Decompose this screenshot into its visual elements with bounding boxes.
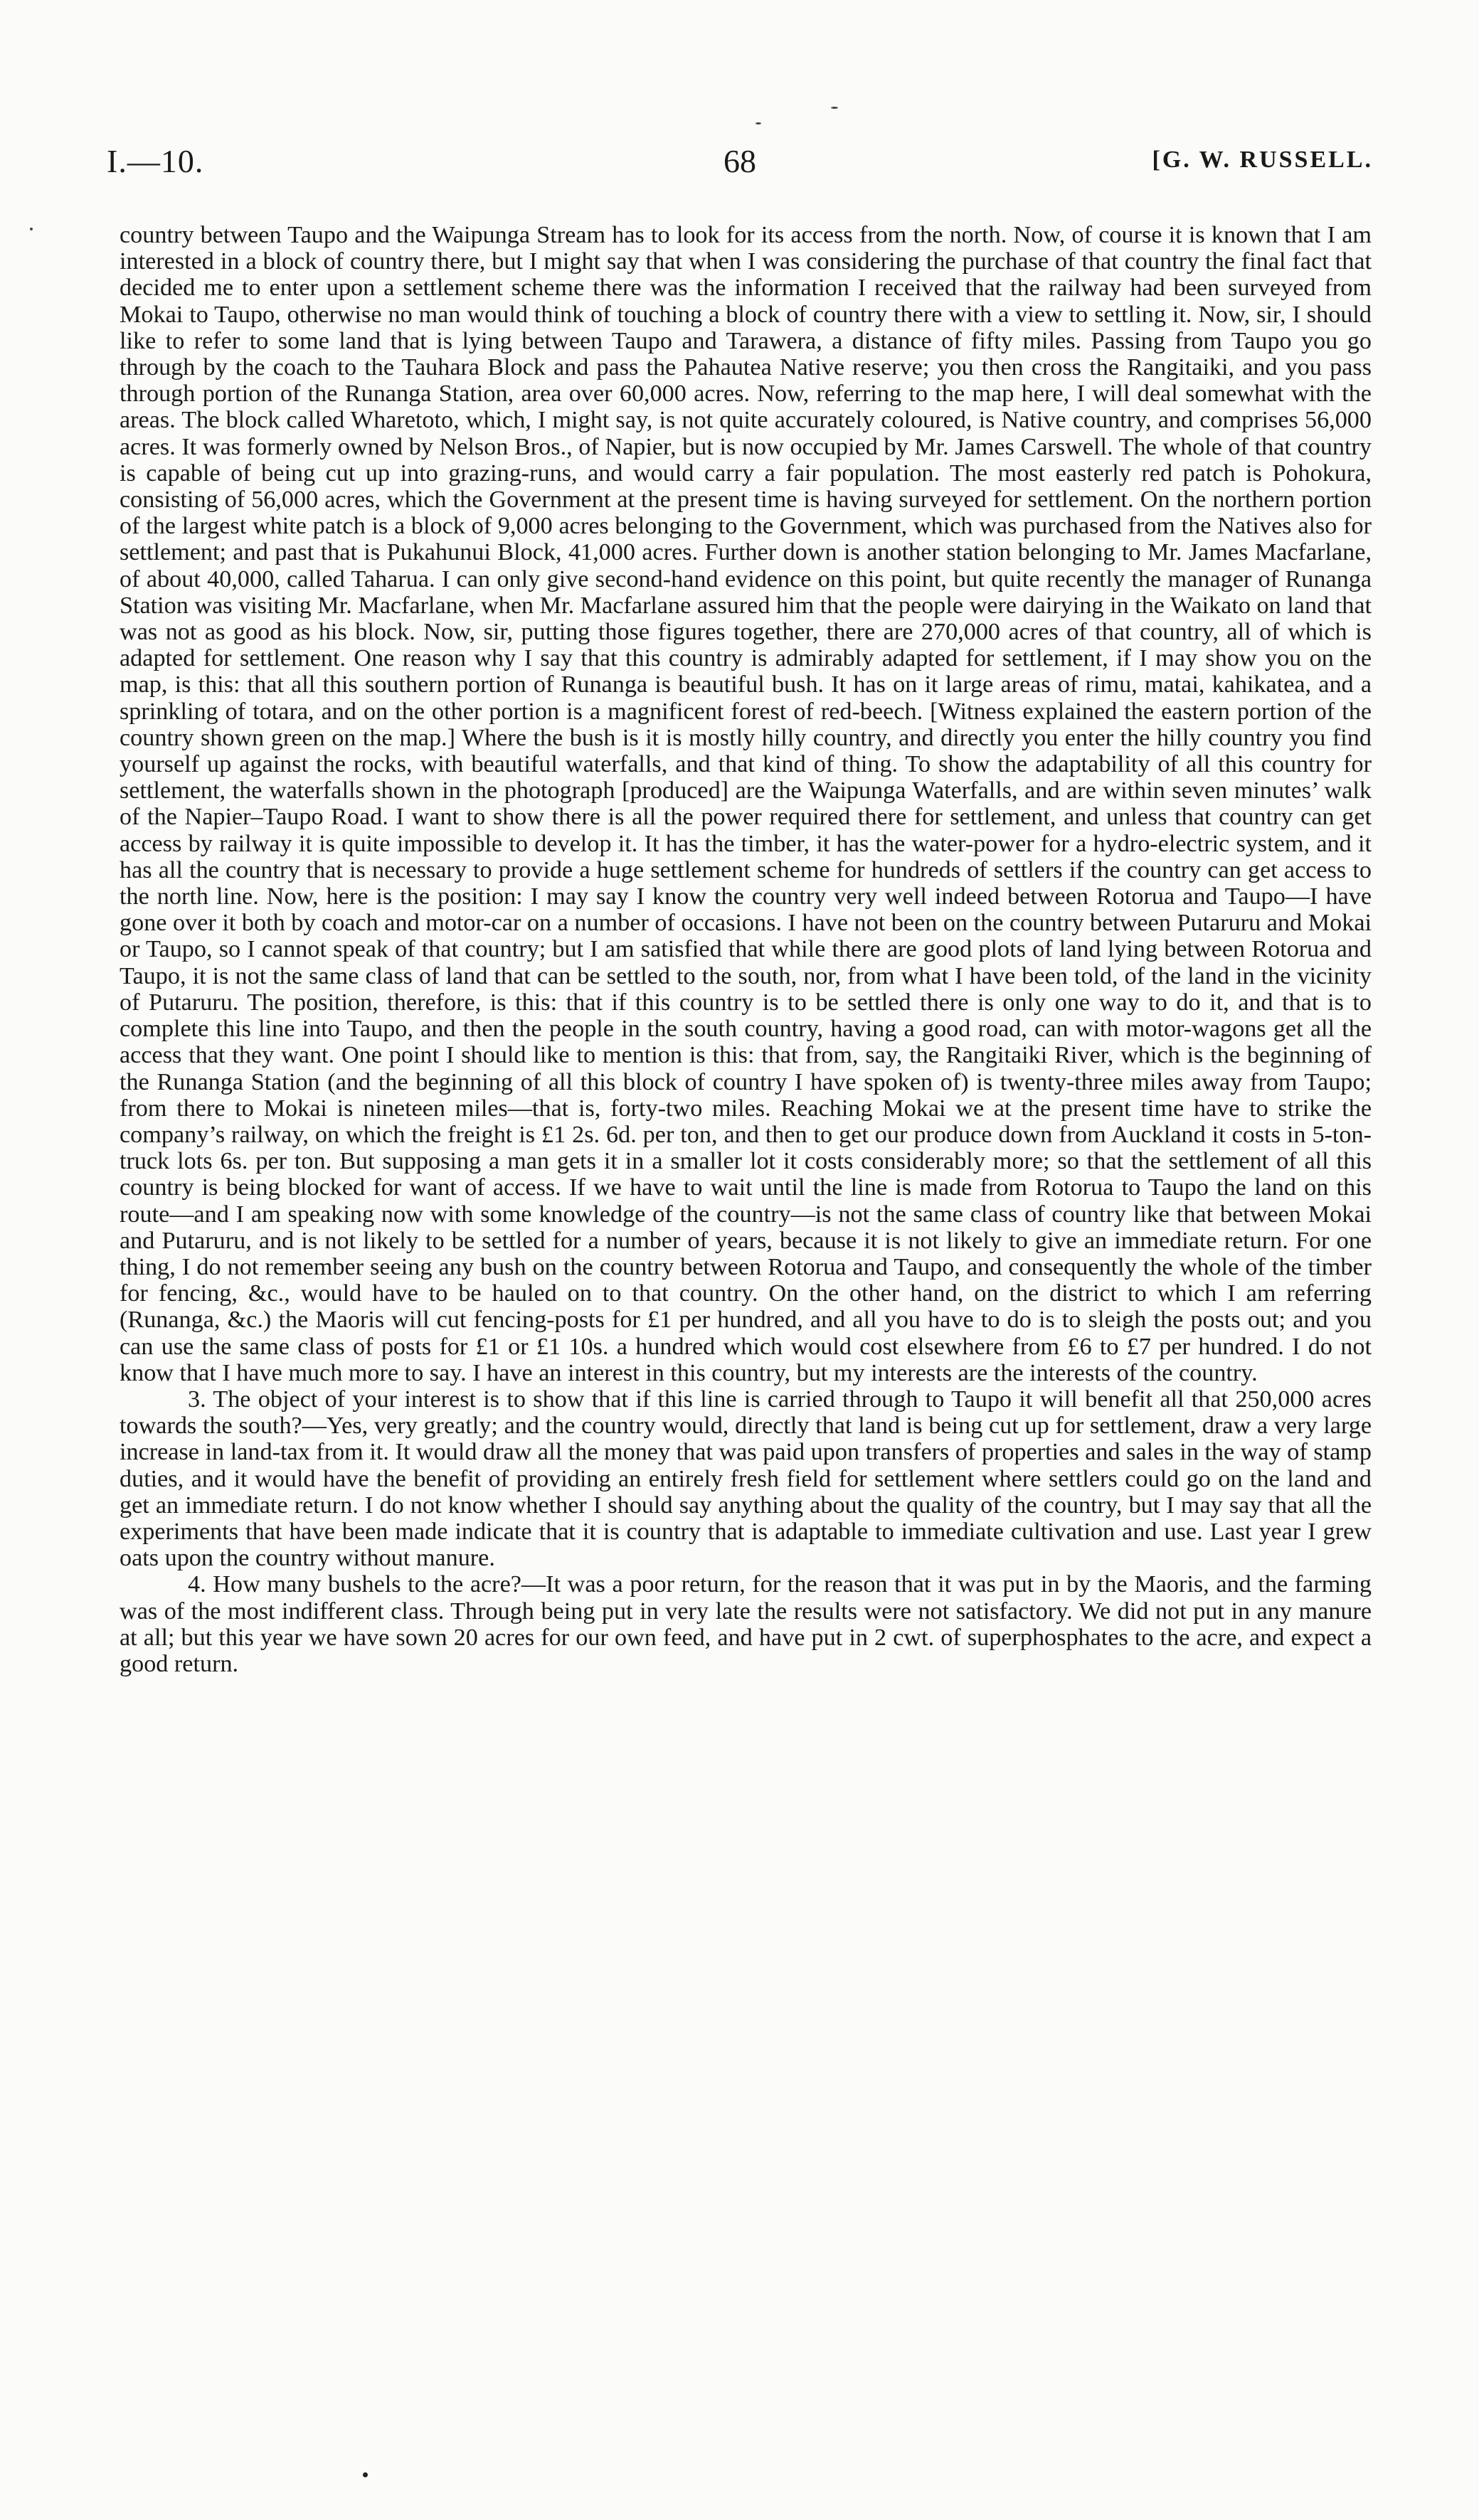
print-speck	[30, 228, 33, 230]
paragraph-continued: country between Taupo and the Waipunga Stream has to look for its access from the north. Now, of course it is known that I am interested in a block of country there, but I might say that when I was considering the purchase of that country the final fact that decided me to enter upon a settlement scheme there was the information I received that the railway had been surveyed from Mokai to Taupo, otherwise no man would think of touching a block of country there with a view to settling it. Now, sir, I should like to refer to some land that is lying between Taupo and Tarawera, a distance of fifty miles. Passing from Taupo you go through by the coach to the Tauhara Block and pass the Pahautea Native reserve; you then cross the Rangitaiki, and you pass through portion of the Runanga Station, area over 60,000 acres. Now, referring to the map here, I will deal somewhat with the areas. The block called Wharetoto, which, I might say, is not quite accurately coloured, is Native country, and comprises 56,000 acres. It was formerly owned by Nelson Bros., of Napier, but is now occupied by Mr. James Carswell. The whole of that country is capable of being cut up into grazing-runs, and would carry a fair population. The most easterly red patch is Pohokura, consisting of 56,000 acres, which the Government at the present time is having surveyed for settlement. On the northern portion of the largest white patch is a block of 9,000 acres belonging to the Government, which was purchased from the Natives also for settlement; and past that is Pukahunui Block, 41,000 acres. Further down is another station belonging to Mr. James Macfarlane, of about 40,000, called Taharua. I can only give second-hand evidence on this point, but quite recently the manager of Runanga Station was visiting Mr. Macfarlane, when Mr. Macfarlane assured him that the people were dairying in the Waikato on land that was not as good as his block. Now, sir, putting those figures together, there are 270,000 acres of that country, all of which is adapted for settlement. One reason why I say that this country is admirably adapted for settlement, if I may show you on the map, is this: that all this southern portion of Runanga is beautiful bush. It has on it large areas of rimu, matai, kahikatea, and a sprinkling of totara, and on the other portion is a magnificent forest of red-beech. [Witness explained the eastern portion of the country shown green on the map.] Where the bush is it is mostly hilly country, and directly you enter the hilly country you find yourself up against the rocks, with beautiful waterfalls, and that kind of thing. To show the adaptability of all this country for settlement, the waterfalls shown in the photograph [produced] are the Waipunga Waterfalls, and are within seven minutes’ walk of the Napier–Taupo Road. I want to show there is all the power required there for settlement, and unless that country can get access by railway it is quite impossible to develop it. It has the timber, it has the water-power for a hydro-electric system, and it has all the country that is necessary to provide a huge settlement scheme for hundreds of settlers if the country can get access to the north line. Now, here is the position: I may say I know the country very well indeed between Rotorua and Taupo—I have gone over it both by coach and motor-car on a number of occasions. I have not been on the country between Putaruru and Mokai or Taupo, so I cannot speak of that country; but I am satisfied that while there are good plots of land lying between Rotorua and Taupo, it is not the same class of land that can be settled to the south, nor, from what I have been told, of the land in the vicinity of Putaruru. The position, therefore, is this: that if this country is to be settled there is only one way to do it, and that is to complete this line into Taupo, and then the people in the south country, having a good road, can with motor-wagons get all the access that they want. One point I should like to mention is this: that from, say, the Rangitaiki River, which is the beginning of the Runanga Station (and the beginning of all this block of country I have spoken of) is twenty-three miles away from Taupo; from there to Mokai is nineteen miles—that is, forty-two miles. Reaching Mokai we at the present time have to strike the company’s railway, on which the freight is £1 2s. 6d. per ton, and then to get our produce down from Auckland it costs in 5-ton-truck lots 6s. per ton. But supposing a man gets it in a smaller lot it costs considerably more; so that the settlement of all this country is being blocked for want of access. If we have to wait until the line is made from Rotorua to Taupo the land on this route—and I am speaking now with some knowledge of the country—is not the same class of country like that between Mokai and Putaruru, and is not likely to be settled for a number of years, because it is not likely to give an immediate return. For one thing, I do not remember seeing any bush on the country between Rotorua and Taupo, and consequently the whole of the timber for fencing, &c., would have to be hauled on to that country. On the other hand, on the district to which I am referring (Runanga, &c.) the Maoris will cut fencing-posts for £1 per hundred, and all you have to do is to sleigh the posts out; and you can use the same class of posts for £1 or £1 10s. a hundred which would cost elsewhere from £6 to £7 per hundred. I do not know that I have much more to say. I have an interest in this country, but my interests are the interests of the country.	[120, 222, 1372, 1386]
print-speck	[363, 2472, 368, 2477]
witness-name: [G. W. RUSSELL.	[1152, 147, 1373, 173]
paragraph-question-3: 3. The object of your interest is to show that if this line is carried through to Taupo it will benefit all that 250,000 acres towards the south?—Yes, very greatly; and the country would, directly that land is being cut up for settlement, draw a very large increase in land-tax from it. It would draw all the money that was paid upon transfers of properties and sales in the way of stamp duties, and it would have the benefit of providing an entirely fresh field for settlement where settlers could go on the land and get an immediate return. I do not know whether I should say anything about the quality of the country, but I may say that all the experiments that have been made indicate that it is country that is adaptable to immediate cultivation and use. Last year I grew oats upon the country without manure.	[120, 1386, 1372, 1572]
page-header	[107, 142, 1373, 185]
print-speck	[756, 122, 761, 124]
body-text	[120, 222, 1372, 1677]
paragraph-question-4: 4. How many bushels to the acre?—It was a poor return, for the reason that it was put in by the Maoris, and the farming was of the most indifferent class. Through being put in very late the results were not satisfactory. We did not put in any manure at all; but this year we have sown 20 acres for our own feed, and have put in 2 cwt. of superphosphates to the acre, and expect a good return.	[120, 1571, 1372, 1677]
paper-reference: I.—10.	[107, 143, 204, 179]
print-speck	[831, 107, 838, 109]
page-number: 68	[723, 143, 756, 179]
